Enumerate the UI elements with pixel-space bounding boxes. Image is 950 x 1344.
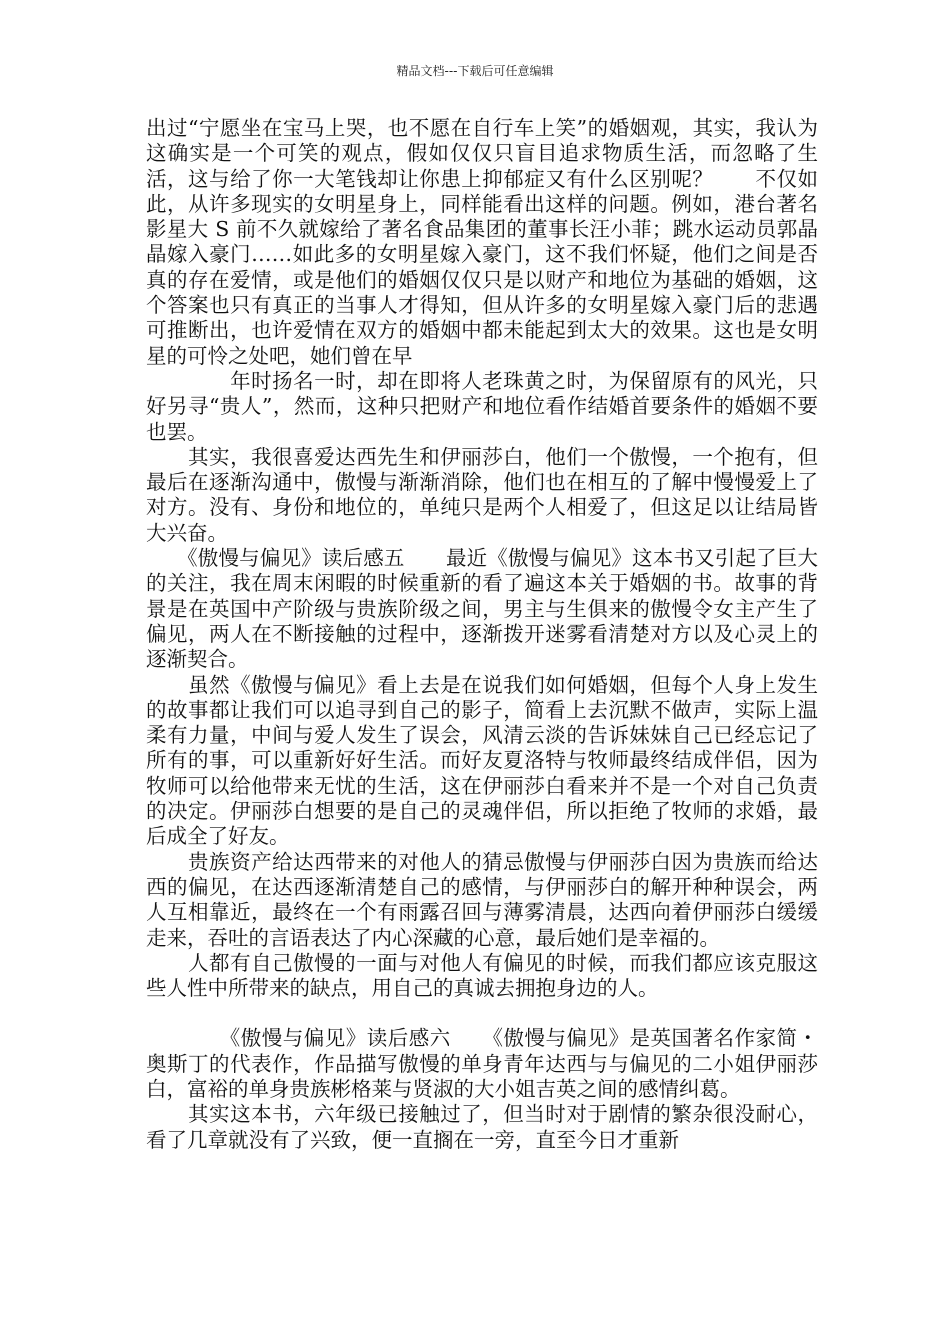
- paragraph: 虽然《傲慢与偏见》看上去是在说我们如何婚姻，但每个人身上发生的故事都让我们可以追寻到自己的影子，简看上去沉默不做声，实际上温柔有力量，中间与爱人发生了误会，风清云淡的告诉妹妹自己已经忘记了所有的事，可以重新好好生活。而好友夏洛特与牧师最终结成伴侣，因为牧师可以给他带来无忧的生活，这在伊丽莎白看来并不是一个对自己负责的决定。伊丽莎白想要的是自己的灵魂伴侣，所以拒绝了牧师的求婚，最后成全了好友。: [146, 672, 818, 849]
- paragraph: 《傲慢与偏见》读后感六 《傲慢与偏见》是英国著名作家简・奥斯丁的代表作，作品描写傲慢的单身青年达西与与偏见的二小姐伊丽莎白，富裕的单身贵族彬格莱与贤淑的大小姐吉英之间的感情纠葛。: [146, 1026, 818, 1101]
- paragraph: 其实，我很喜爱达西先生和伊丽莎白，他们一个傲慢，一个抱有，但最后在逐渐沟通中，傲慢与渐渐消除，他们也在相互的了解中慢慢爱上了对方。没有、身份和地位的，单纯只是两个人相爱了，但这足以让结局皆大兴奋。: [146, 444, 818, 545]
- paragraph: 其实这本书，六年级已接触过了，但当时对于剧情的繁杂很没耐心，看了几章就没有了兴致，便一直搁在一旁，直至今日才重新: [146, 1102, 818, 1152]
- paragraph: 贵族资产给达西带来的对他人的猜忌傲慢与伊丽莎白因为贵族而给达西的偏见，在达西逐渐清楚自己的感情，与伊丽莎白的解开种种误会，两人互相靠近，最终在一个有雨露召回与薄雾清晨，达西向着伊丽莎白缓缓走来，吞吐的言语表达了内心深藏的心意，最后她们是幸福的。: [146, 849, 818, 950]
- page-header: 精品文档---下载后可任意编辑: [396, 64, 554, 78]
- paragraph: 出过“宁愿坐在宝马上哭，也不愿在自行车上笑”的婚姻观，其实，我认为这确实是一个可笑的观点，假如仅仅只盲目追求物质生活，而忽略了生活，这与给了你一大笔钱却让你患上抑郁症又有什么区别呢？ 不仅如此，从许多现实的女明星身上，同样能看出这样的问题。例如，港台著名影星大 S 前不久就嫁给了著名食品集团的董事长汪小菲；跳水运动员郭晶晶嫁入豪门……如此多的女明星嫁入豪门，这不我们怀疑，他们之间是否真的存在爱情，或是他们的婚姻仅仅只是以财产和地位为基础的婚姻，这个答案也只有真正的当事人才得知，但从许多的女明星嫁入豪门后的悲遇可推断出，也许爱情在双方的婚姻中都未能起到太大的效果。这也是女明星的可怜之处吧，她们曾在早: [146, 116, 818, 368]
- paragraph: 人都有自己傲慢的一面与对他人有偏见的时候，而我们都应该克服这些人性中所带来的缺点，用自己的真诚去拥抱身边的人。: [146, 950, 818, 1001]
- paragraph: 年时扬名一时，却在即将人老珠黄之时，为保留原有的风光，只好另寻“贵人”，然而，这种只把财产和地位看作结婚首要条件的婚姻不要也罢。: [146, 368, 818, 444]
- document-body: [146, 116, 818, 1153]
- paragraph: 《傲慢与偏见》读后感五 最近《傲慢与偏见》这本书又引起了巨大的关注，我在周末闲暇的时候重新的看了遍这本关于婚姻的书。故事的背景是在英国中产阶级与贵族阶级之间，男主与生俱来的傲慢令女主产生了偏见，两人在不断接触的过程中，逐渐拨开迷雾看清楚对方以及心灵上的逐渐契合。: [146, 546, 818, 672]
